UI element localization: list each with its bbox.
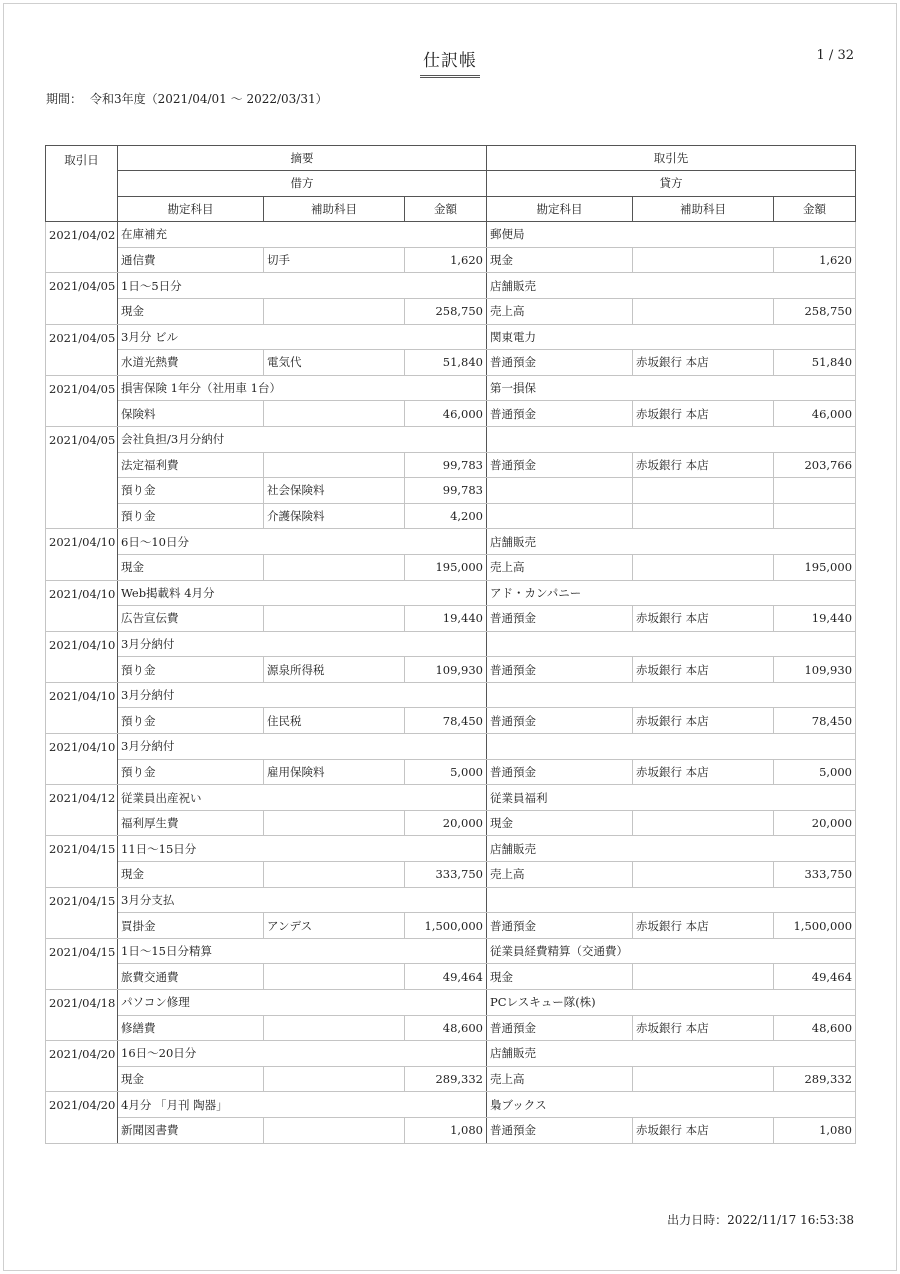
entry-line-row (46, 478, 856, 504)
credit-amount (774, 503, 856, 529)
debit-sub-account (264, 1117, 405, 1143)
entry-summary: 3月分納付 (118, 682, 487, 708)
entry-summary: 11日～15日分 (118, 836, 487, 862)
entry-date: 2021/04/18 (46, 990, 118, 1041)
credit-sub-account (633, 478, 774, 504)
credit-amount: 109,930 (774, 657, 856, 683)
entry-date: 2021/04/05 (46, 324, 118, 375)
credit-amount: 48,600 (774, 1015, 856, 1041)
debit-amount: 99,783 (405, 452, 487, 478)
credit-sub-account: 赤坂銀行 本店 (633, 606, 774, 632)
credit-account: 売上高 (487, 862, 633, 888)
credit-sub-account: 赤坂銀行 本店 (633, 1117, 774, 1143)
debit-account: 新聞図書費 (118, 1117, 264, 1143)
debit-sub-account (264, 401, 405, 427)
credit-account: 普通預金 (487, 350, 633, 376)
debit-account: 保険料 (118, 401, 264, 427)
page-number: 1 / 32 (816, 48, 854, 63)
credit-amount: 195,000 (774, 554, 856, 580)
entry-date: 2021/04/10 (46, 631, 118, 682)
entry-summary-row (46, 734, 856, 760)
debit-sub-account (264, 452, 405, 478)
credit-sub-account (633, 554, 774, 580)
debit-amount: 48,600 (405, 1015, 487, 1041)
entry-summary: 4月分 「月刊 陶器」 (118, 1092, 487, 1118)
entry-date: 2021/04/20 (46, 1092, 118, 1143)
entry-line-row (46, 964, 856, 990)
entry-partner: 梟ブックス (487, 1092, 856, 1118)
entry-line-row (46, 862, 856, 888)
entry-summary: 在庫補充 (118, 222, 487, 248)
credit-sub-account (633, 810, 774, 836)
debit-sub-account: 電気代 (264, 350, 405, 376)
debit-amount: 109,930 (405, 657, 487, 683)
debit-sub-account (264, 606, 405, 632)
debit-sub-account: 住民税 (264, 708, 405, 734)
entry-line-row (46, 554, 856, 580)
entry-partner: 第一損保 (487, 375, 856, 401)
credit-amount: 258,750 (774, 298, 856, 324)
credit-sub-account: 赤坂銀行 本店 (633, 452, 774, 478)
debit-amount: 5,000 (405, 759, 487, 785)
credit-account: 売上高 (487, 1066, 633, 1092)
entry-summary-row (46, 222, 856, 248)
entry-summary: 従業員出産祝い (118, 785, 487, 811)
credit-account: 普通預金 (487, 657, 633, 683)
period (46, 90, 328, 107)
header-date: 取引日 (46, 146, 118, 222)
debit-amount: 1,080 (405, 1117, 487, 1143)
debit-account: 法定福利費 (118, 452, 264, 478)
entry-partner: 郵便局 (487, 222, 856, 248)
debit-account: 広告宣伝費 (118, 606, 264, 632)
entry-summary-row (46, 938, 856, 964)
debit-amount: 1,620 (405, 247, 487, 273)
entry-line-row (46, 1015, 856, 1041)
entry-partner: 店舗販売 (487, 836, 856, 862)
credit-sub-account: 赤坂銀行 本店 (633, 401, 774, 427)
debit-sub-account: アンデス (264, 913, 405, 939)
entry-date: 2021/04/10 (46, 682, 118, 733)
entry-summary-row (46, 631, 856, 657)
output-timestamp: 出力日時：2022/11/17 16:53:38 (667, 1213, 854, 1227)
credit-amount: 78,450 (774, 708, 856, 734)
entry-partner: 店舗販売 (487, 273, 856, 299)
debit-account: 買掛金 (118, 913, 264, 939)
entry-partner: 従業員福利 (487, 785, 856, 811)
credit-account: 売上高 (487, 298, 633, 324)
debit-account: 預り金 (118, 759, 264, 785)
header-credit-account: 勘定科目 (487, 196, 633, 222)
credit-sub-account: 赤坂銀行 本店 (633, 350, 774, 376)
entry-date: 2021/04/05 (46, 426, 118, 528)
entry-line-row (46, 401, 856, 427)
entry-line-row (46, 1066, 856, 1092)
debit-sub-account (264, 862, 405, 888)
credit-sub-account: 赤坂銀行 本店 (633, 913, 774, 939)
credit-amount: 289,332 (774, 1066, 856, 1092)
debit-amount: 333,750 (405, 862, 487, 888)
entry-line-row (46, 913, 856, 939)
debit-sub-account: 雇用保険料 (264, 759, 405, 785)
credit-account: 普通預金 (487, 1117, 633, 1143)
credit-sub-account (633, 1066, 774, 1092)
credit-account: 普通預金 (487, 452, 633, 478)
debit-account: 水道光熱費 (118, 350, 264, 376)
credit-account (487, 478, 633, 504)
debit-sub-account (264, 810, 405, 836)
credit-account: 普通預金 (487, 606, 633, 632)
header-debit-amount: 金額 (405, 196, 487, 222)
debit-account: 修繕費 (118, 1015, 264, 1041)
entry-line-row (46, 759, 856, 785)
credit-account: 普通預金 (487, 708, 633, 734)
credit-account: 普通預金 (487, 401, 633, 427)
credit-sub-account (633, 298, 774, 324)
credit-amount: 19,440 (774, 606, 856, 632)
debit-amount: 195,000 (405, 554, 487, 580)
credit-sub-account (633, 247, 774, 273)
entry-partner (487, 887, 856, 913)
credit-amount: 49,464 (774, 964, 856, 990)
debit-account: 現金 (118, 298, 264, 324)
entry-summary-row (46, 785, 856, 811)
debit-amount: 49,464 (405, 964, 487, 990)
debit-sub-account: 社会保険料 (264, 478, 405, 504)
credit-amount: 51,840 (774, 350, 856, 376)
header-debit-account: 勘定科目 (118, 196, 264, 222)
entry-date: 2021/04/15 (46, 887, 118, 938)
credit-account (487, 503, 633, 529)
credit-amount: 5,000 (774, 759, 856, 785)
journal-table-header (46, 146, 856, 222)
credit-amount: 20,000 (774, 810, 856, 836)
header-partner: 取引先 (487, 146, 856, 171)
entry-summary-row (46, 375, 856, 401)
credit-amount: 333,750 (774, 862, 856, 888)
entry-partner (487, 734, 856, 760)
credit-amount: 1,080 (774, 1117, 856, 1143)
credit-sub-account: 赤坂銀行 本店 (633, 708, 774, 734)
entry-summary: 3月分支払 (118, 887, 487, 913)
entry-line-row (46, 810, 856, 836)
debit-sub-account (264, 1015, 405, 1041)
debit-amount: 51,840 (405, 350, 487, 376)
debit-amount: 99,783 (405, 478, 487, 504)
entry-line-row (46, 657, 856, 683)
entry-date: 2021/04/15 (46, 836, 118, 887)
credit-account: 現金 (487, 964, 633, 990)
entry-line-row (46, 503, 856, 529)
entry-summary: 3月分納付 (118, 734, 487, 760)
credit-amount: 1,620 (774, 247, 856, 273)
entry-date: 2021/04/12 (46, 785, 118, 836)
credit-account: 現金 (487, 810, 633, 836)
debit-sub-account (264, 1066, 405, 1092)
debit-account: 現金 (118, 862, 264, 888)
debit-account: 現金 (118, 1066, 264, 1092)
debit-account: 旅費交通費 (118, 964, 264, 990)
debit-amount: 20,000 (405, 810, 487, 836)
entry-partner (487, 682, 856, 708)
journal-table (45, 145, 856, 1144)
period-label: 期間： (46, 92, 83, 106)
entry-summary-row (46, 580, 856, 606)
debit-sub-account (264, 554, 405, 580)
credit-sub-account: 赤坂銀行 本店 (633, 759, 774, 785)
debit-amount: 4,200 (405, 503, 487, 529)
entry-date: 2021/04/15 (46, 938, 118, 989)
debit-sub-account: 介護保険料 (264, 503, 405, 529)
header-credit-amount: 金額 (774, 196, 856, 222)
credit-sub-account: 赤坂銀行 本店 (633, 657, 774, 683)
entry-date: 2021/04/05 (46, 273, 118, 324)
entry-line-row (46, 350, 856, 376)
credit-amount: 1,500,000 (774, 913, 856, 939)
entry-summary: 16日～20日分 (118, 1041, 487, 1067)
debit-amount: 78,450 (405, 708, 487, 734)
entry-partner (487, 631, 856, 657)
document-title: 仕訳帳 (0, 46, 900, 78)
entry-summary-row (46, 529, 856, 555)
entry-partner: 従業員経費精算（交通費） (487, 938, 856, 964)
entry-summary-row (46, 836, 856, 862)
entry-summary: 3月分納付 (118, 631, 487, 657)
entry-partner: 店舗販売 (487, 1041, 856, 1067)
entry-partner: PCレスキュー隊(株) (487, 990, 856, 1016)
credit-amount (774, 478, 856, 504)
credit-amount: 46,000 (774, 401, 856, 427)
credit-account: 普通預金 (487, 1015, 633, 1041)
entry-summary: 3月分 ビル (118, 324, 487, 350)
entry-partner: 関東電力 (487, 324, 856, 350)
credit-sub-account (633, 862, 774, 888)
debit-sub-account (264, 298, 405, 324)
entry-date: 2021/04/10 (46, 734, 118, 785)
debit-account: 預り金 (118, 503, 264, 529)
credit-account: 売上高 (487, 554, 633, 580)
entry-line-row (46, 452, 856, 478)
journal-entries (46, 222, 856, 1143)
entry-line-row (46, 606, 856, 632)
credit-sub-account (633, 964, 774, 990)
entry-date: 2021/04/20 (46, 1041, 118, 1092)
entry-partner: アド・カンパニー (487, 580, 856, 606)
debit-amount: 46,000 (405, 401, 487, 427)
entry-summary-row (46, 990, 856, 1016)
debit-account: 福利厚生費 (118, 810, 264, 836)
header-credit: 貸方 (487, 171, 856, 197)
entry-partner (487, 426, 856, 452)
debit-amount: 19,440 (405, 606, 487, 632)
debit-amount: 289,332 (405, 1066, 487, 1092)
entry-date: 2021/04/10 (46, 529, 118, 580)
entry-date: 2021/04/10 (46, 580, 118, 631)
debit-account: 現金 (118, 554, 264, 580)
entry-partner: 店舗販売 (487, 529, 856, 555)
header-credit-sub-account: 補助科目 (633, 196, 774, 222)
entry-summary-row (46, 426, 856, 452)
credit-sub-account (633, 503, 774, 529)
credit-account: 現金 (487, 247, 633, 273)
debit-account: 預り金 (118, 708, 264, 734)
header-summary: 摘要 (118, 146, 487, 171)
entry-summary: 6日～10日分 (118, 529, 487, 555)
entry-summary: Web掲載料 4月分 (118, 580, 487, 606)
debit-amount: 258,750 (405, 298, 487, 324)
entry-summary: パソコン修理 (118, 990, 487, 1016)
credit-account: 普通預金 (487, 913, 633, 939)
entry-summary-row (46, 682, 856, 708)
period-value: 令和3年度（2021/04/01 〜 2022/03/31） (90, 92, 328, 106)
credit-account: 普通預金 (487, 759, 633, 785)
entry-line-row (46, 708, 856, 734)
entry-line-row (46, 298, 856, 324)
debit-account: 預り金 (118, 478, 264, 504)
entry-line-row (46, 247, 856, 273)
entry-summary-row (46, 1041, 856, 1067)
entry-summary-row (46, 273, 856, 299)
entry-summary: 会社負担/3月分納付 (118, 426, 487, 452)
entry-line-row (46, 1117, 856, 1143)
entry-date: 2021/04/02 (46, 222, 118, 273)
debit-account: 通信費 (118, 247, 264, 273)
debit-sub-account: 切手 (264, 247, 405, 273)
header-debit-sub-account: 補助科目 (264, 196, 405, 222)
entry-summary: 1日～15日分精算 (118, 938, 487, 964)
header-debit: 借方 (118, 171, 487, 197)
entry-summary-row (46, 1092, 856, 1118)
debit-sub-account (264, 964, 405, 990)
entry-date: 2021/04/05 (46, 375, 118, 426)
entry-summary-row (46, 324, 856, 350)
debit-sub-account: 源泉所得税 (264, 657, 405, 683)
entry-summary-row (46, 887, 856, 913)
debit-amount: 1,500,000 (405, 913, 487, 939)
debit-account: 預り金 (118, 657, 264, 683)
entry-summary: 損害保険 1年分（社用車 1台） (118, 375, 487, 401)
credit-amount: 203,766 (774, 452, 856, 478)
credit-sub-account: 赤坂銀行 本店 (633, 1015, 774, 1041)
entry-summary: 1日～5日分 (118, 273, 487, 299)
